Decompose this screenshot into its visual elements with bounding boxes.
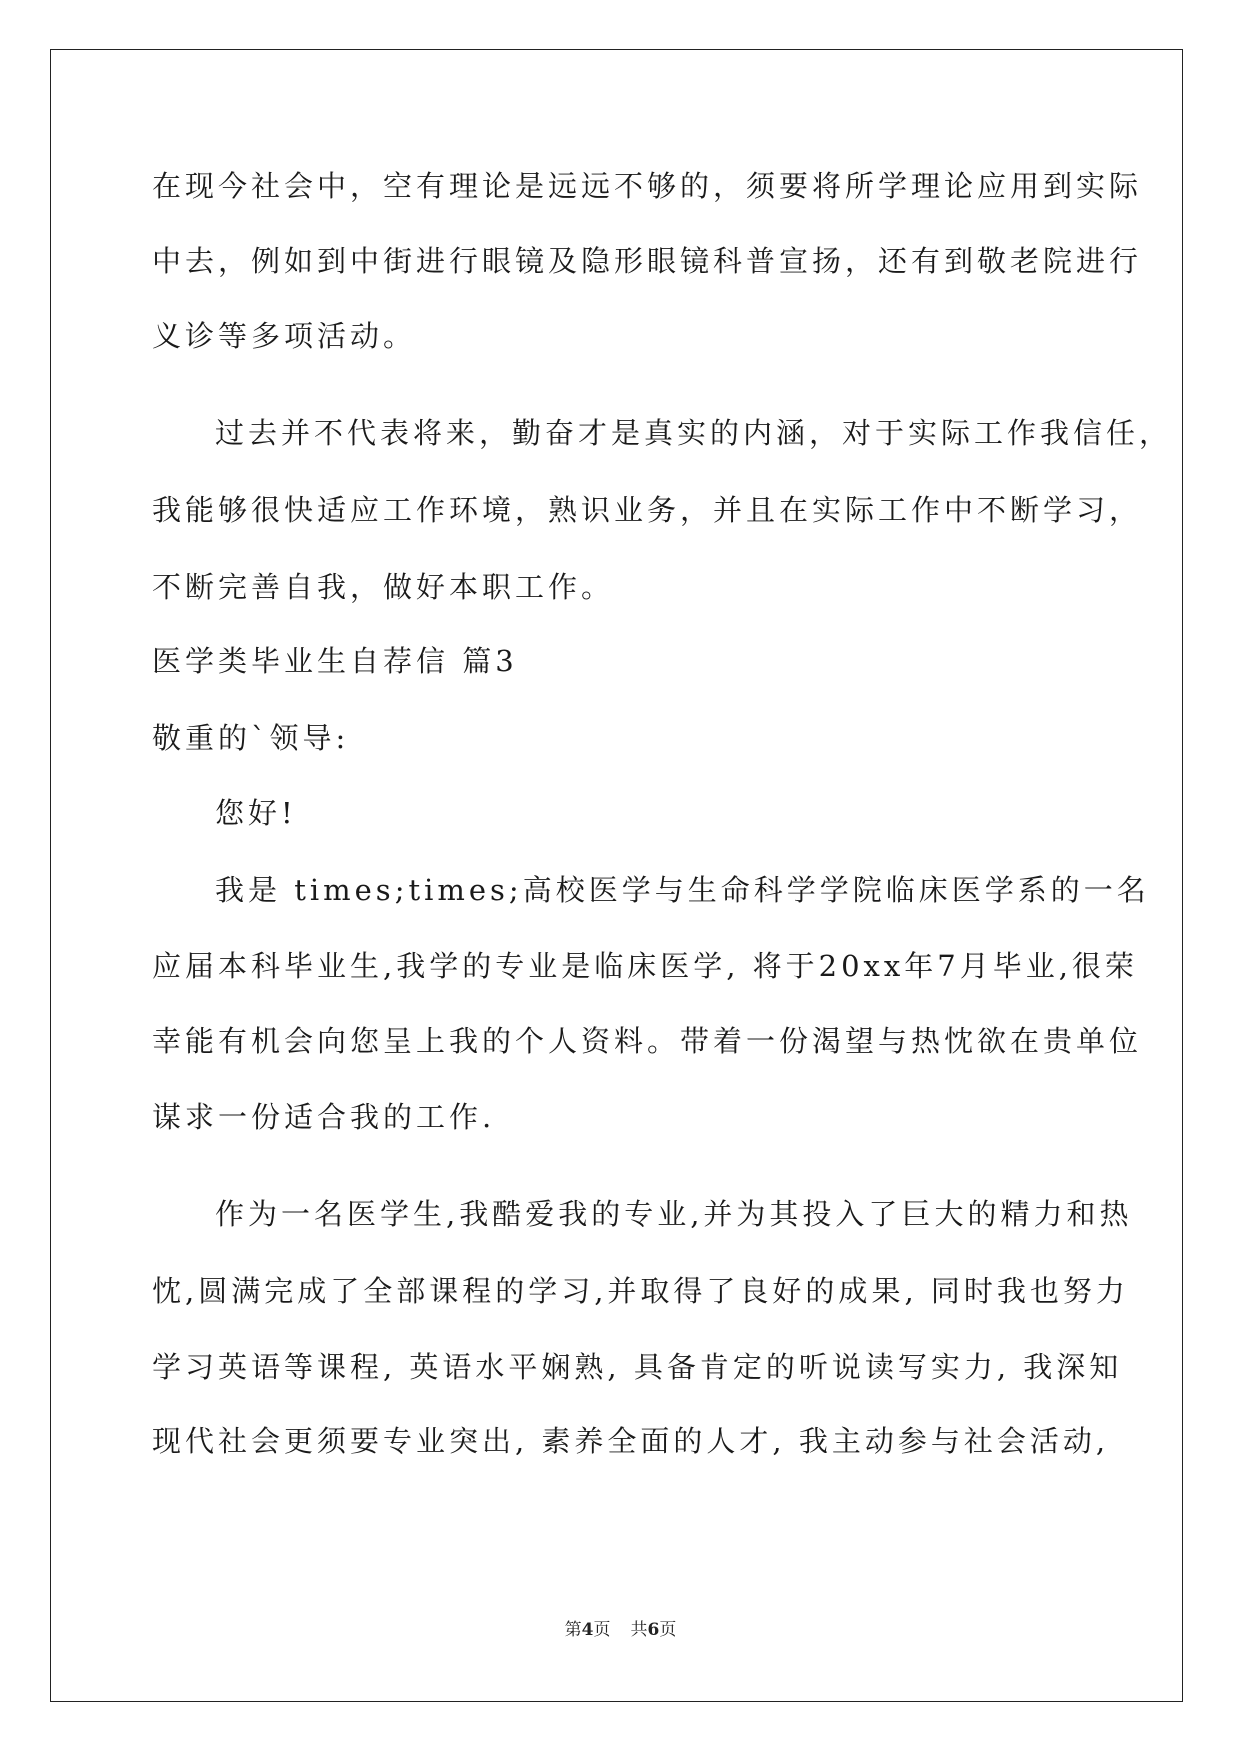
- text-line: 作为一名医学生,我酷爱我的专业,并为其投入了巨大的精力和热: [215, 1197, 1133, 1231]
- text-line: 谋求一份适合我的工作.: [152, 1100, 496, 1134]
- section-heading: 医学类毕业生自荐信 篇3: [152, 644, 518, 678]
- text-line: 过去并不代表将来，勤奋才是真实的内涵，对于实际工作我信任，: [215, 416, 1173, 450]
- salutation: 敬重的`领导:: [152, 721, 350, 755]
- text-line: 不断完善自我，做好本职工作。: [152, 570, 615, 604]
- total-prefix: 共: [630, 1620, 648, 1640]
- page-prefix: 第: [564, 1620, 582, 1640]
- page-footer: [0, 1618, 1241, 1642]
- text-line: 学习英语等课程, 英语水平娴熟, 具备肯定的听说读写实力, 我深知: [152, 1350, 1123, 1384]
- text-line: 幸能有机会向您呈上我的个人资料。带着一份渴望与热忱欲在贵单位: [152, 1024, 1143, 1058]
- text-line: 我是 times;times;高校医学与生命科学学院临床医学系的一名: [215, 873, 1150, 907]
- text-line: 现代社会更须要专业突出, 素养全面的人才, 我主动参与社会活动,: [152, 1424, 1110, 1458]
- page-current: 4: [581, 1620, 594, 1640]
- total-suffix: 页: [659, 1620, 677, 1640]
- text-line: 在现今社会中，空有理论是远远不够的，须要将所学理论应用到实际: [152, 169, 1143, 203]
- total-pages: 6: [647, 1620, 660, 1640]
- text-line: 中去，例如到中街进行眼镜及隐形眼镜科普宣扬，还有到敬老院进行: [152, 244, 1143, 278]
- text-line: 我能够很快适应工作环境，熟识业务，并且在实际工作中不断学习，: [152, 493, 1143, 527]
- text-line: 应届本科毕业生,我学的专业是临床医学, 将于20xx年7月毕业,很荣: [152, 949, 1138, 983]
- text-line: 忱,圆满完成了全部课程的学习,并取得了良好的成果, 同时我也努力: [152, 1274, 1129, 1308]
- greeting: 您好!: [215, 796, 297, 830]
- page-suffix: 页: [593, 1620, 611, 1640]
- text-line: 义诊等多项活动。: [152, 319, 417, 353]
